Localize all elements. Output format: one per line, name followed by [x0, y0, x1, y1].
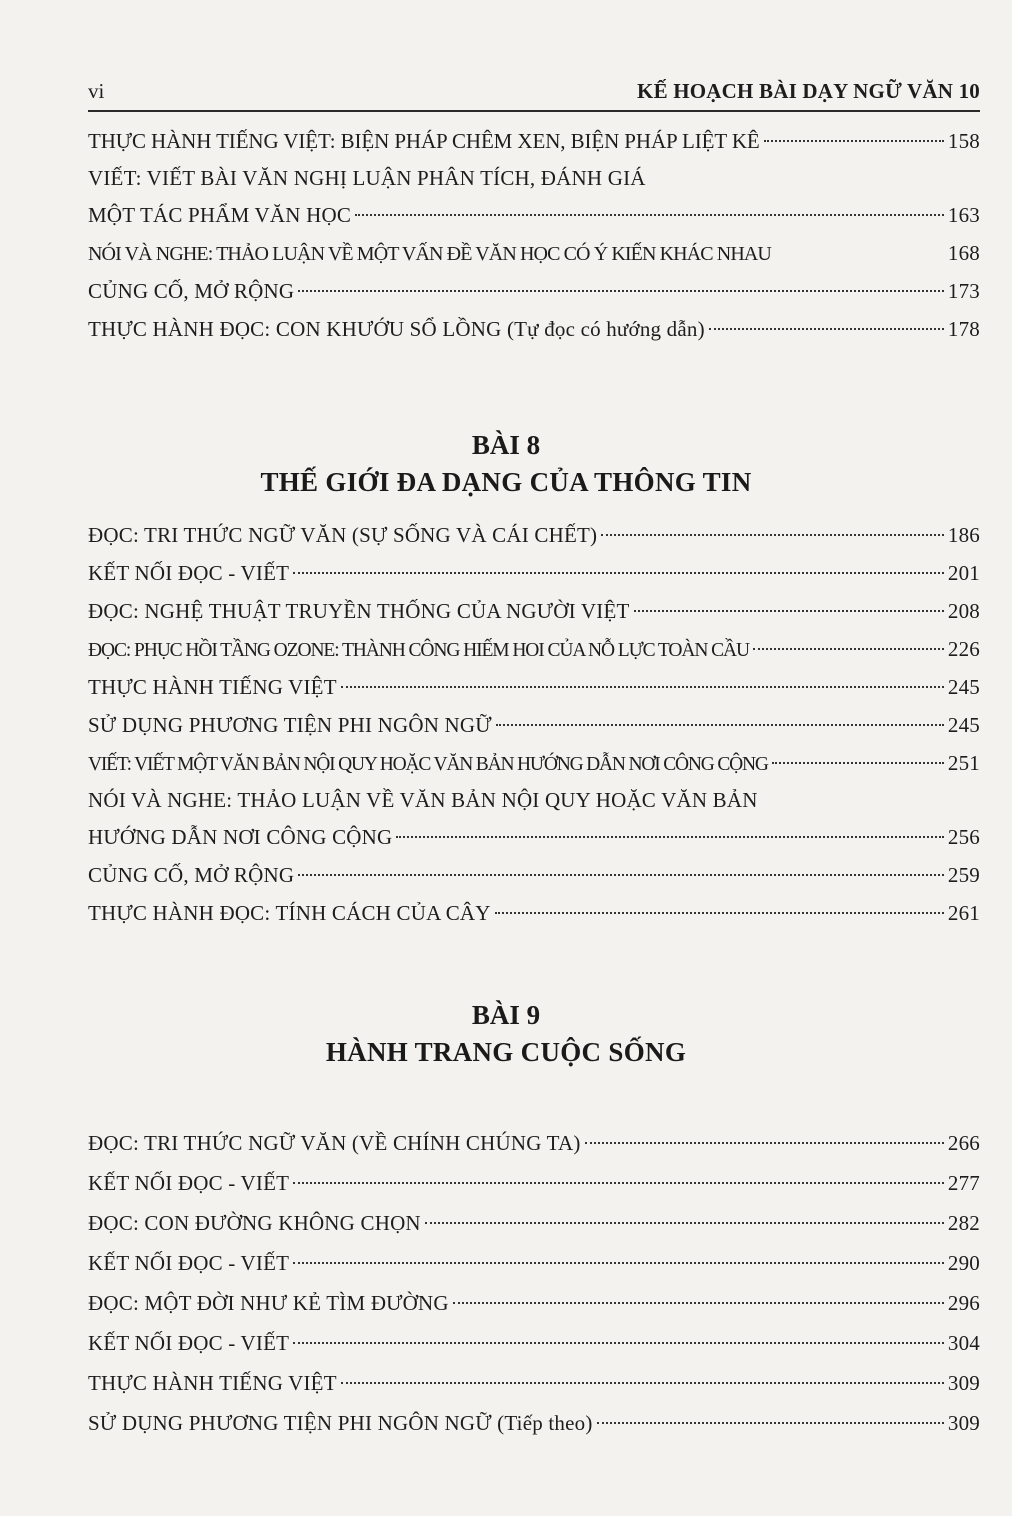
toc-entry [88, 706, 980, 744]
running-title: KẾ HOẠCH BÀI DẠY NGỮ VĂN 10 [637, 79, 980, 103]
toc-entry-page: 251 [947, 751, 980, 775]
leader-dots [772, 762, 944, 764]
toc-entry-title: ĐỌC: CON ĐƯỜNG KHÔNG CHỌN [88, 1211, 421, 1235]
toc-entry-title: ĐỌC: TRI THỨC NGỮ VĂN (SỰ SỐNG VÀ CÁI CHẾT) [88, 523, 598, 547]
toc-entry-page: 309 [947, 1371, 980, 1395]
leader-dots [293, 1262, 944, 1264]
leader-dots [425, 1222, 944, 1224]
toc-entry-title: ĐỌC: MỘT ĐỜI NHƯ KẺ TÌM ĐƯỜNG [88, 1291, 449, 1315]
page-number: vi [88, 79, 105, 103]
toc-entry-title: CỦNG CỐ, MỞ RỘNG [88, 279, 295, 303]
toc-entry-title: SỬ DỤNG PHƯƠNG TIỆN PHI NGÔN NGỮ [88, 713, 492, 737]
lesson-label: BÀI 9 [471, 1000, 541, 1030]
leader-dots [764, 140, 944, 142]
leader-dots [601, 534, 944, 536]
leader-dots [396, 836, 944, 838]
toc-entry-title: VIẾT: VIẾT MỘT VĂN BẢN NỘI QUY HOẶC VĂN BẢN HƯỚNG DẪN NƠI CÔNG CỘNG [88, 754, 768, 775]
toc-entry-title: THỰC HÀNH ĐỌC: TÍNH CÁCH CỦA CÂY [88, 901, 491, 925]
toc-entry [88, 630, 980, 668]
toc-entry [88, 272, 980, 310]
toc-entry-title: KẾT NỐI ĐỌC - VIẾT [88, 1331, 290, 1355]
toc-entry [88, 160, 980, 234]
leader-dots [634, 610, 944, 612]
toc-entry-title: THỰC HÀNH TIẾNG VIỆT [88, 675, 337, 699]
toc-entry [88, 1324, 980, 1364]
toc-entry-page: 256 [947, 825, 980, 849]
toc-entry-title: NÓI VÀ NGHE: THẢO LUẬN VỀ MỘT VẤN ĐỀ VĂN HỌC CÓ Ý KIẾN KHÁC NHAU [88, 243, 771, 265]
toc-entry-page: 163 [947, 203, 980, 227]
leader-dots [355, 214, 944, 216]
toc-entry [88, 1284, 980, 1324]
toc-entry [88, 234, 980, 272]
lesson-name: THẾ GIỚI ĐA DẠNG CỦA THÔNG TIN [260, 467, 752, 497]
toc-top-block [88, 122, 980, 348]
toc-entry-page: 266 [947, 1131, 980, 1155]
leader-dots [293, 1342, 944, 1344]
toc-entry [88, 1124, 980, 1164]
toc-entry-title-line1: NÓI VÀ NGHE: THẢO LUẬN VỀ VĂN BẢN NỘI QUY HOẶC VĂN BẢN [88, 788, 758, 812]
leader-dots [293, 1182, 944, 1184]
toc-entry-page: 178 [947, 317, 980, 341]
toc-entry [88, 856, 980, 894]
leader-dots [298, 290, 944, 292]
toc-entry-title: CỦNG CỐ, MỞ RỘNG [88, 863, 295, 887]
toc-entry-page: 296 [947, 1291, 980, 1315]
leader-dots [341, 686, 944, 688]
toc-entry-title: HƯỚNG DẪN NƠI CÔNG CỘNG [88, 825, 393, 849]
leader-dots [597, 1422, 944, 1424]
toc-lesson-8 [88, 516, 980, 932]
toc-entry-page: 168 [947, 241, 980, 265]
toc-entry-page: 186 [947, 523, 980, 547]
leader-dots [753, 648, 944, 650]
toc-entry-page: 309 [947, 1411, 980, 1435]
toc-entry-page: 282 [947, 1211, 980, 1235]
toc-entry [88, 516, 980, 554]
toc-entry-title-line1: VIẾT: VIẾT BÀI VĂN NGHỊ LUẬN PHÂN TÍCH, ĐÁNH GIÁ [88, 166, 646, 190]
toc-entry [88, 668, 980, 706]
lesson-9-heading [0, 998, 1012, 1072]
toc-entry-page: 245 [947, 675, 980, 699]
toc-entry [88, 1164, 980, 1204]
toc-entry-title: MỘT TÁC PHẨM VĂN HỌC [88, 203, 352, 227]
toc-entry-page: 290 [947, 1251, 980, 1275]
toc-entry-title: KẾT NỐI ĐỌC - VIẾT [88, 1251, 290, 1275]
leader-dots [453, 1302, 944, 1304]
lesson-name: HÀNH TRANG CUỘC SỐNG [325, 1037, 687, 1067]
toc-entry-page: 208 [947, 599, 980, 623]
toc-entry [88, 744, 980, 782]
leader-dots [709, 328, 944, 330]
toc-entry [88, 1364, 980, 1404]
toc-entry [88, 122, 980, 160]
toc-entry-page: 226 [947, 637, 980, 661]
lesson-8-heading [0, 428, 1012, 502]
toc-entry-title: THỰC HÀNH TIẾNG VIỆT [88, 1371, 337, 1395]
toc-entry-page: 245 [947, 713, 980, 737]
toc-entry [88, 554, 980, 592]
toc-entry-page: 158 [947, 129, 980, 153]
toc-entry-page: 173 [947, 279, 980, 303]
leader-dots [496, 724, 944, 726]
toc-entry [88, 894, 980, 932]
leader-dots [495, 912, 944, 914]
toc-entry [88, 592, 980, 630]
page-header [88, 72, 980, 112]
toc-entry-title: ĐỌC: NGHỆ THUẬT TRUYỀN THỐNG CỦA NGƯỜI VIỆT [88, 599, 630, 623]
lesson-label: BÀI 8 [471, 430, 541, 460]
toc-entry-page: 259 [947, 863, 980, 887]
toc-entry-page: 304 [947, 1331, 980, 1355]
toc-entry [88, 782, 980, 856]
toc-entry [88, 1204, 980, 1244]
toc-entry [88, 310, 980, 348]
leader-dots [298, 874, 944, 876]
toc-lesson-9 [88, 1124, 980, 1444]
toc-entry-title: ĐỌC: PHỤC HỒI TẦNG OZONE: THÀNH CÔNG HIẾM HOI CỦA NỖ LỰC TOÀN CẦU [88, 640, 749, 661]
toc-entry-title: KẾT NỐI ĐỌC - VIẾT [88, 561, 290, 585]
toc-entry-title: THỰC HÀNH TIẾNG VIỆT: BIỆN PHÁP CHÊM XEN, BIỆN PHÁP LIỆT KÊ [88, 129, 760, 153]
toc-entry-page: 277 [947, 1171, 980, 1195]
toc-entry-page: 261 [947, 901, 980, 925]
leader-dots [585, 1142, 944, 1144]
toc-entry-title: KẾT NỐI ĐỌC - VIẾT [88, 1171, 290, 1195]
toc-entry-page: 201 [947, 561, 980, 585]
leader-dots [341, 1382, 944, 1384]
toc-entry-title: SỬ DỤNG PHƯƠNG TIỆN PHI NGÔN NGỮ (Tiếp theo) [88, 1411, 593, 1435]
toc-entry [88, 1404, 980, 1444]
toc-entry-title: THỰC HÀNH ĐỌC: CON KHƯỚU SỔ LỒNG (Tự đọc có hướng dẫn) [88, 317, 705, 341]
toc-entry [88, 1244, 980, 1284]
toc-entry-title: ĐỌC: TRI THỨC NGỮ VĂN (VỀ CHÍNH CHÚNG TA) [88, 1131, 581, 1155]
leader-dots [293, 572, 944, 574]
